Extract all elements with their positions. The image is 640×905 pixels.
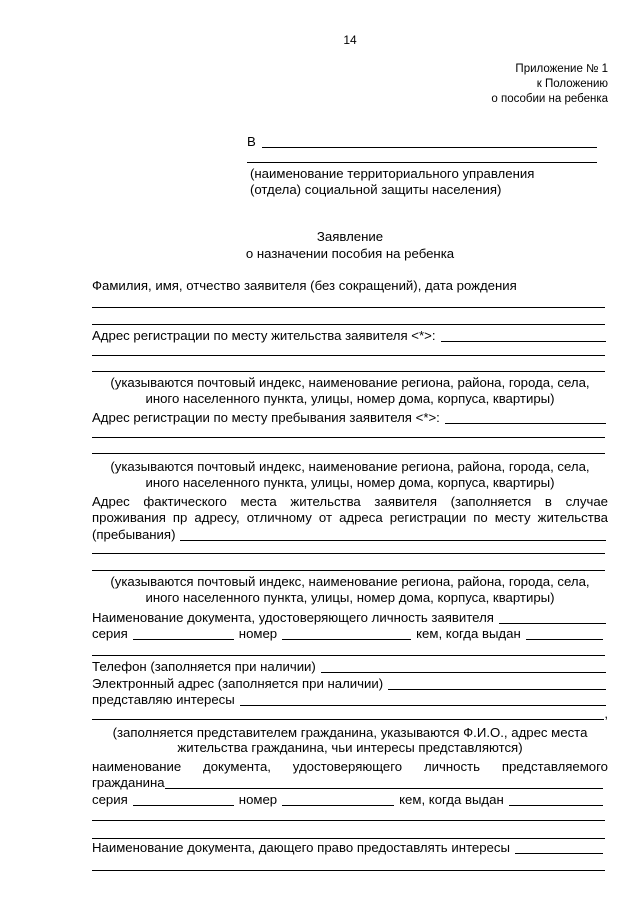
- appendix-line-1: Приложение № 1: [515, 63, 608, 75]
- address-hint-1: (указываются почтовый индекс, наименование региона, района, города, села,: [110, 574, 590, 589]
- addressee-prefix: В: [247, 134, 256, 149]
- represent-row-2: [92, 706, 608, 722]
- actual-address-label-2: проживания пр адресу, отличному от адреса регистрации по месту жительства: [92, 510, 608, 525]
- authority-doc-fill-line: [515, 840, 603, 854]
- fill-line: [92, 307, 605, 308]
- address-hint-1: (указываются почтовый индекс, наименование региона, района, города, села,: [110, 459, 590, 474]
- reg-residence-fill-line: [441, 328, 606, 342]
- rep-id-doc-label-2: гражданина: [92, 775, 165, 790]
- represent-comma: ,: [604, 706, 608, 721]
- fill-line: [92, 870, 605, 871]
- authority-doc-label: Наименование документа, дающего право предоставлять интересы: [92, 840, 510, 855]
- fill-line: [92, 453, 605, 454]
- address-hint-2: иного населенного пункта, улицы, номер дома, корпуса, квартиры): [145, 475, 555, 490]
- address-hint-2: иного населенного пункта, улицы, номер дома, корпуса, квартиры): [145, 391, 555, 406]
- address-hint-1: (указываются почтовый индекс, наименование региона, района, города, села,: [110, 375, 590, 390]
- addressee-hint-1: (наименование территориального управления: [250, 166, 535, 181]
- addressee-fill-line: [262, 134, 597, 148]
- actual-address-fill-line: [180, 527, 606, 541]
- number-label: номер: [238, 792, 278, 807]
- phone-label: Телефон (заполняется при наличии): [92, 659, 316, 674]
- document-subtitle: о назначении пособия на ребенка: [245, 246, 455, 261]
- fill-line: [92, 355, 605, 356]
- series-fill-line: [133, 626, 234, 640]
- authority-doc-row: [92, 840, 603, 856]
- reg-stay-label: Адрес регистрации по месту пребывания заявителя <*>:: [92, 410, 440, 425]
- issued-fill-line: [509, 792, 603, 806]
- represent-hint-1: (заполняется представителем гражданина, указываются Ф.И.О., адрес места: [112, 725, 588, 740]
- actual-address-label-3: (пребывания): [92, 527, 176, 542]
- address-hint-2: иного населенного пункта, улицы, номер дома, корпуса, квартиры): [145, 590, 555, 605]
- phone-row: [92, 659, 606, 675]
- rep-id-doc-row: [92, 775, 603, 791]
- appendix-note: [491, 62, 608, 107]
- number-fill-line: [282, 626, 411, 640]
- series-fill-line: [133, 792, 234, 806]
- id-doc-row: [92, 610, 606, 626]
- id-doc-label: Наименование документа, удостоверяющего личность заявителя: [92, 610, 494, 625]
- appendix-line-2: к Положению: [536, 78, 608, 90]
- rep-id-doc-series-row: [92, 792, 603, 808]
- full-name-label: Фамилия, имя, отчество заявителя (без сокращений), дата рождения: [92, 278, 517, 293]
- fill-line: [92, 820, 605, 821]
- id-doc-series-row: [92, 626, 603, 642]
- rep-id-doc-label-1: наименование документа, удостоверяющего личность представляемого: [92, 759, 608, 774]
- fill-line: [92, 437, 605, 438]
- addressee-hint-2: (отдела) социальной защиты населения): [250, 182, 502, 197]
- represent-label: представляю интересы: [92, 692, 235, 707]
- reg-stay-fill-line: [445, 410, 606, 424]
- actual-address-row: [92, 527, 606, 543]
- represent-fill-line-2: [92, 706, 604, 720]
- addressee-fill-line-2: [247, 162, 597, 163]
- issued-fill-line: [526, 626, 603, 640]
- page-number: 14: [343, 33, 357, 47]
- series-label: серия: [92, 792, 128, 807]
- number-label: номер: [238, 626, 278, 641]
- fill-line: [92, 371, 605, 372]
- email-label: Электронный адрес (заполняется при наличии): [92, 676, 384, 691]
- number-fill-line: [282, 792, 394, 806]
- email-fill-line: [388, 676, 606, 690]
- id-doc-fill-line: [499, 610, 606, 624]
- issued-label: кем, когда выдан: [399, 792, 504, 807]
- fill-line: [92, 570, 605, 571]
- actual-address-label-1: Адрес фактического места жительства заявителя (заполняется в случае: [92, 494, 608, 509]
- addressee-row: [247, 134, 597, 150]
- series-label: серия: [92, 626, 128, 641]
- fill-line: [92, 838, 605, 839]
- fill-line: [92, 324, 605, 325]
- rep-id-doc-fill-line: [165, 775, 603, 789]
- document-title: Заявление: [316, 229, 384, 244]
- email-row: [92, 676, 606, 692]
- represent-fill-line: [240, 692, 606, 706]
- reg-residence-row: [92, 328, 606, 344]
- represent-hint-2: жительства гражданина, чьи интересы представляются): [177, 740, 523, 755]
- appendix-line-3: о пособии на ребенка: [491, 93, 608, 105]
- reg-residence-label: Адрес регистрации по месту жительства заявителя <*>:: [92, 328, 436, 343]
- fill-line: [92, 553, 605, 554]
- reg-stay-row: [92, 410, 606, 426]
- issued-label: кем, когда выдан: [416, 626, 521, 641]
- phone-fill-line: [321, 659, 606, 673]
- fill-line: [92, 655, 605, 656]
